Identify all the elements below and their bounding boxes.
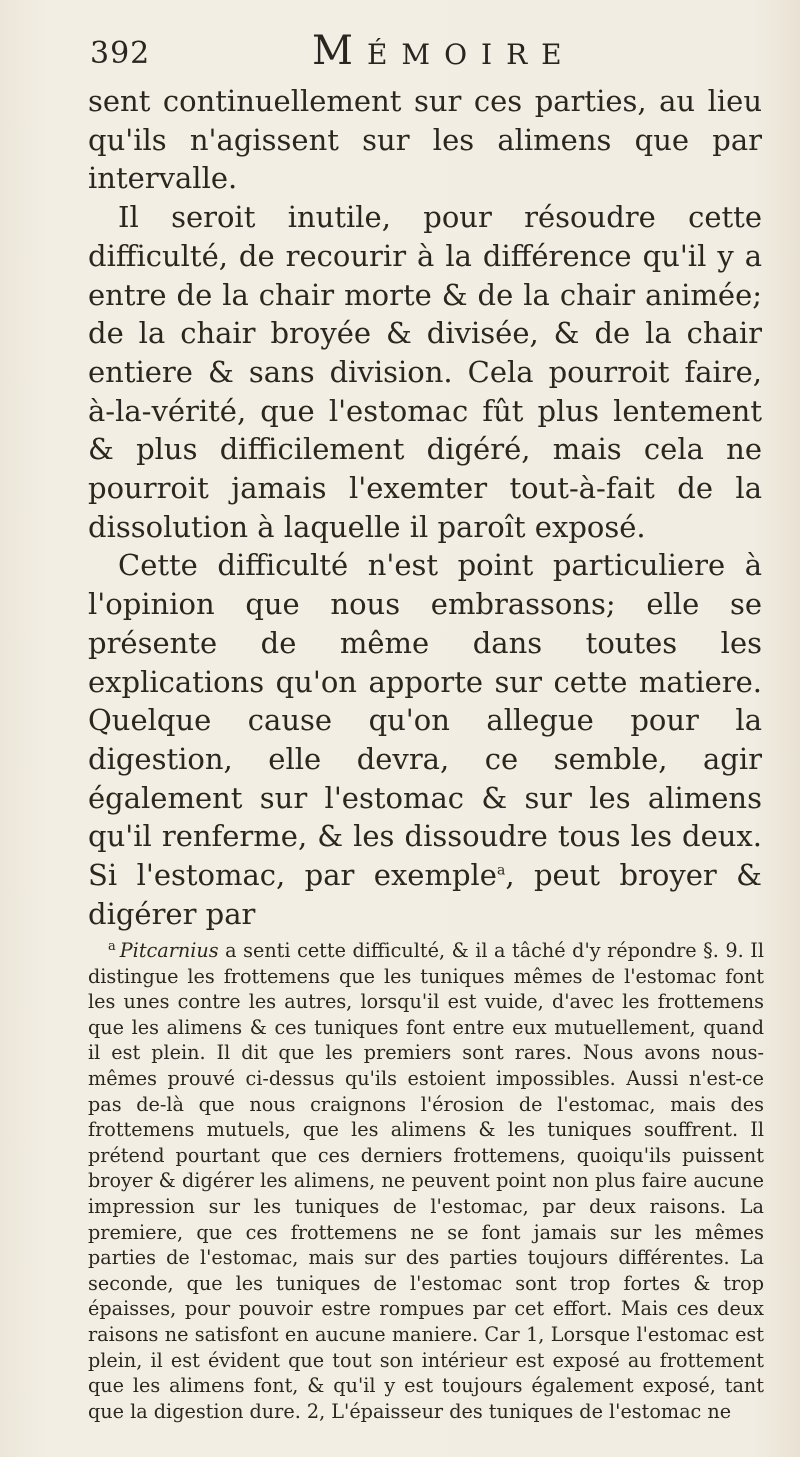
paragraph-1: sent continuellement sur ces parties, au lieu qu'ils n'agissent sur les alimens que par intervalle. <box>88 84 762 196</box>
footnote <box>88 938 764 1424</box>
paragraph-3-text: Cette difficulté n'est point particuliere à l'opinion que nous embrassons; elle se présente de même dans toutes les explications qu'on apporte sur cette matiere. Quelque cause qu'on allegue pour la digestion, elle devra, ce semble, agir également sur l'estomac & sur les alimens qu'il renferme, & les dissoudre tous les deux. Si l'estomac, par exemple <box>88 548 762 893</box>
running-title: Mémoire <box>312 28 576 74</box>
page-header <box>90 28 710 72</box>
main-text <box>88 82 762 933</box>
footnote-reference[interactable]: a <box>496 862 506 879</box>
paragraph-3-end: , peut broyer & digérer par <box>88 858 762 931</box>
footnote-text: a senti cette difficulté, & il a tâché d'y répondre §. 9. Il distingue les frottemens que les tuniques mêmes de l'estomac font les unes contre les autres, lorsqu'il est vuide, d'avec les frottemens que les alimens & ces tuniques font entre eux mutuellement, quand il est plein. Il dit que les premiers sont rares. Nous avons nous-mêmes prouvé ci-dessus qu'ils estoient impossibles. Aussi n'est-ce pas de-là que nous craignons l'érosion de l'estomac, mais des frottemens mutuels, que les alimens & les tuniques souffrent. Il prétend pourtant que ces derniers frottemens, quoiqu'ils puissent broyer & digérer les alimens, ne peuvent point non plus faire aucune impression sur les tuniques de l'estomac, par deux raisons. La premiere, que ces frottemens ne se font jamais sur les mêmes parties de l'estomac, mais sur des parties toujours différentes. La seconde, que les tuniques de l'estomac sont trop fortes & trop épaisses, pour pouvoir estre rompues par cet effort. Mais ces deux raisons ne satisfont en aucune maniere. Car 1, Lorsque l'estomac est plein, il est évident que tout son intérieur est exposé au frottement que les alimens font, & qu'il y est toujours également exposé, tant que la digestion dure. 2, L'épaisseur des tuniques de l'estomac ne <box>88 939 764 1423</box>
paragraph-3 <box>88 546 762 933</box>
footnote-marker: a <box>108 938 116 954</box>
footnote-author: Pitcarnius <box>119 939 219 962</box>
paragraph-2: Il seroit inutile, pour résoudre cette difficulté, de recourir à la différence qu'il y a entre de la chair morte & de la chair animée; de la chair broyée & divisée, & de la chair entiere & sans division. Cela pourroit faire, à-la-vérité, que l'estomac fût plus lentement & plus difficilement digéré, mais cela ne pourroit jamais l'exemter tout-à-fait de la dissolution à laquelle il paroît exposé. <box>88 200 762 544</box>
page-number: 392 <box>90 36 151 71</box>
